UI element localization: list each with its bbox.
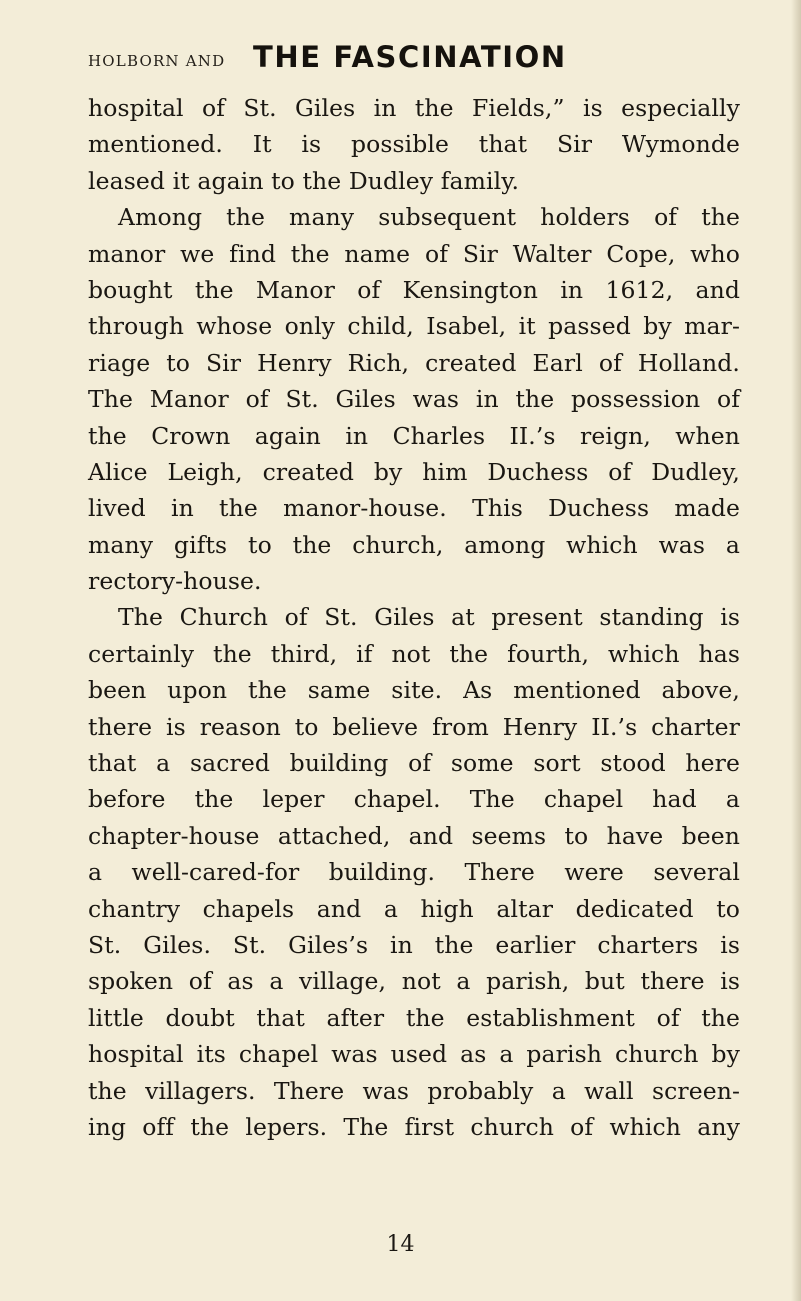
text-line: ing off the lepers. The first church of which any bbox=[88, 1112, 740, 1141]
running-head-left: HOLBORN AND bbox=[88, 52, 226, 70]
text-line: bought the Manor of Kensington in 1612, and bbox=[88, 275, 740, 304]
text-line: chapter-house attached, and seems to have been bbox=[88, 821, 740, 850]
text-line: hospital its chapel was used as a parish church by bbox=[88, 1040, 740, 1069]
running-head-title: THE FASCINATION bbox=[253, 40, 567, 74]
text-line: spoken of as a village, not a parish, but there is bbox=[88, 967, 740, 996]
text-line: Alice Leigh, created by him Duchess of Dudley, bbox=[88, 457, 740, 486]
text-line: been upon the same site. As mentioned above, bbox=[88, 676, 740, 705]
text-line: the villagers. There was probably a wall screen- bbox=[88, 1076, 740, 1105]
text-line: The Church of St. Giles at present standing is bbox=[118, 603, 740, 632]
text-line: mentioned. It is possible that Sir Wymonde bbox=[88, 130, 740, 159]
text-line: The Manor of St. Giles was in the possession of bbox=[88, 385, 740, 414]
text-line: the Crown again in Charles II.’s reign, when bbox=[88, 421, 740, 450]
text-line: chantry chapels and a high altar dedicated to bbox=[88, 894, 740, 923]
text-line: that a sacred building of some sort stood here bbox=[88, 749, 740, 778]
text-line: there is reason to believe from Henry II.’s charter bbox=[88, 712, 740, 741]
text-line: lived in the manor-house. This Duchess made bbox=[88, 494, 740, 523]
running-head bbox=[88, 40, 728, 90]
text-line: St. Giles. St. Giles’s in the earlier charters is bbox=[88, 930, 740, 959]
text-line: little doubt that after the establishment of the bbox=[88, 1003, 740, 1032]
text-line: certainly the third, if not the fourth, which has bbox=[88, 639, 740, 668]
text-line: through whose only child, Isabel, it passed by mar- bbox=[88, 312, 740, 341]
text-line: many gifts to the church, among which was a bbox=[88, 530, 740, 559]
text-line: rectory-house. bbox=[88, 567, 262, 596]
body-text bbox=[88, 90, 740, 1145]
text-line: manor we find the name of Sir Walter Cope, who bbox=[88, 239, 740, 268]
text-line: before the leper chapel. The chapel had a bbox=[88, 785, 740, 814]
text-line: Among the many subsequent holders of the bbox=[118, 203, 740, 232]
page-number: 14 bbox=[386, 1232, 415, 1257]
text-line: leased it again to the Dudley family. bbox=[88, 166, 520, 195]
text-line: a well-cared-for building. There were several bbox=[88, 858, 740, 887]
text-line: riage to Sir Henry Rich, created Earl of Holland. bbox=[88, 348, 740, 377]
page-edge-shadow bbox=[791, 0, 801, 1301]
text-line: hospital of St. Giles in the Fields,” is especially bbox=[88, 94, 740, 122]
